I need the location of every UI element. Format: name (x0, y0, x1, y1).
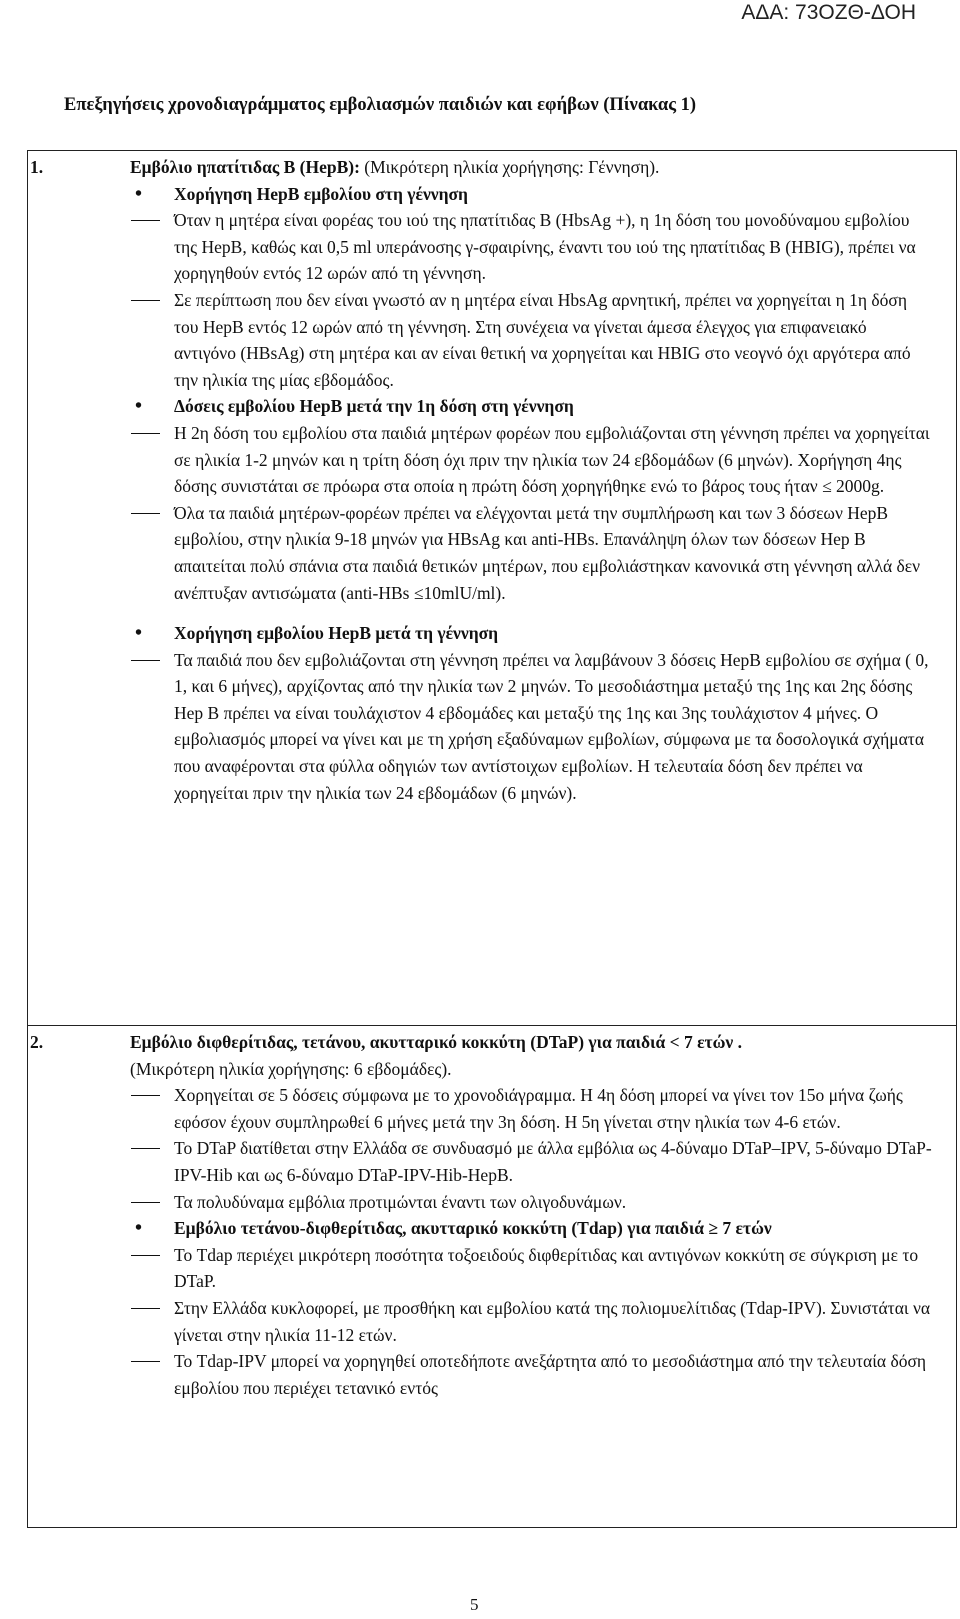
list-item: Τα παιδιά που δεν εμβολιάζονται στη γέννηση πρέπει να λαμβάνουν 3 δόσεις HepB εμβολίου σε σχήμα ( 0, 1, και 6 μήνες), αρχίζοντας από την ηλικία των 2 μηνών. Το μεσοδιάστημα μεταξύ της 1ης και 2ης δόσης Hep B πρέπει να είναι τουλάχιστον 4 εβδομάδες και μεταξύ της 1ης και 3ης τουλάχιστον 4 μήνες. Ο εμβολιασμός μπορεί να γίνει και με τη χρήση εξαδύναμων εμβολίων, σύμφωνα με τα δοσολογικά σχήματα που αναφέρονται στα φύλλα οδηγιών των αντίστοιχων εμβολίων. Η τελευταία δόση δεν πρέπει να χορηγείται πριν την ηλικία των 24 εβδομάδων (6 μηνών). (28, 647, 956, 807)
section-dtap (28, 1026, 957, 1528)
list-item: Στην Ελλάδα κυκλοφορεί, με προσθήκη και εμβολίου κατά της πολιομυελίτιδας (Tdap-IPV). Συνιστάται να γίνεται στην ηλικία 11-12 ετών. (28, 1295, 956, 1348)
bullet-heading: • Χορήγηση HepB εμβολίου στη γέννηση (28, 181, 956, 208)
list-item: Όλα τα παιδιά μητέρων-φορέων πρέπει να ελέγχονται μετά την συμπλήρωση και των 3 δόσεων HepB εμβολίου, στην ηλικία 9-18 μηνών για HBsAg και anti-HBs. Επανάληψη όλων των δόσεων Hep B απαιτείται πολύ σπάνια στα παιδιά θετικών μητέρων, που εμβολιάστηκαν κανονικά στη γέννηση αλλά δεν ανέπτυξαν αντισώματα (anti-HBs ≤10mlU/ml). (28, 500, 956, 606)
section-number: 2. (30, 1032, 44, 1052)
document-ada-code: ΑΔΑ: 73ΟΖΘ-ΔΟΗ (741, 1, 916, 24)
section-heading-note: (Μικρότερη ηλικία χορήγησης: 6 εβδομάδες). (130, 1058, 452, 1079)
page-number: 5 (470, 1595, 479, 1614)
section-heading (28, 154, 956, 181)
list-item: Το DTaP διατίθεται στην Ελλάδα σε συνδυασμό με άλλα εμβόλια ως 4-δύναμο DTaP–IPV, 5-δύναμο DTaP-IPV-Hib και ως 6-δύναμο DTaP-IPV-Hib-HepB. (28, 1135, 956, 1188)
list-item: Σε περίπτωση που δεν είναι γνωστό αν η μητέρα είναι HbsAg αρνητική, πρέπει να χορηγείται η 1η δόση του HepB εντός 12 ωρών από τη γέννηση. Στη συνέχεια να γίνεται άμεσα έλεγχος για επιφανειακό αντιγόνο (HBsAg) στη μητέρα και αν είναι θετική να χορηγείται και HBIG στο νεογνό όχι αργότερα από την ηλικία της μίας εβδομάδος. (28, 287, 956, 393)
page-title: Επεξηγήσεις χρονοδιαγράμματος εμβολιασμών παιδιών και εφήβων (Πίνακας 1) (64, 95, 697, 115)
bullet-heading: • Δόσεις εμβολίου HepB μετά την 1η δόση στη γέννηση (28, 393, 956, 420)
section-heading (28, 1029, 956, 1082)
table-row (28, 1026, 957, 1528)
list-item: Όταν η μητέρα είναι φορέας του ιού της ηπατίτιδας Β (HbsAg +), η 1η δόση του μονοδύναμου εμβολίου της HepB, καθώς και 0,5 ml υπεράνοσης γ-σφαιρίνης, έναντι του ιού της ηπατίτιδας Β (HBIG), πρέπει να χορηγηθούν εντός 12 ωρών από τη γέννηση. (28, 207, 956, 287)
section-heading-note: (Μικρότερη ηλικία χορήγησης: Γέννηση). (359, 157, 660, 177)
list-item: Χορηγείται σε 5 δόσεις σύμφωνα με το χρονοδιάγραμμα. Η 4η δόση μπορεί να γίνει τον 15ο μήνα ζωής εφόσον έχουν συμπληρωθεί 6 μήνες μετά την 3η δόση. Η 5η γίνεται στην ηλικία των 4-6 ετών. (28, 1082, 956, 1135)
list-item: Το Tdap-IPV μπορεί να χορηγηθεί οποτεδήποτε ανεξάρτητα από το μεσοδιάστημα από την τελευταία δόση εμβολίου που περιέχει τετανικό εντός (28, 1348, 956, 1401)
vaccine-notes-table (27, 150, 957, 1528)
list-item: Τα πολυδύναμα εμβόλια προτιμώνται έναντι των ολιγοδυνάμων. (28, 1189, 956, 1216)
bullet-heading: • Χορήγηση εμβολίου HepB μετά τη γέννηση (28, 620, 956, 647)
list-item: Το Tdap περιέχει μικρότερη ποσότητα τοξοειδούς διφθερίτιδας και αντιγόνων κοκκύτη σε σύγκριση με το DTaP. (28, 1242, 956, 1295)
bullet-heading: • Εμβόλιο τετάνου-διφθερίτιδας, ακυτταρικό κοκκύτη (Tdap) για παιδιά ≥ 7 ετών (28, 1215, 956, 1242)
section-number: 1. (30, 157, 44, 177)
section-heading-bold: Εμβόλιο διφθερίτιδας, τετάνου, ακυτταρικό κοκκύτη (DTaP) για παιδιά < 7 ετών . (130, 1032, 742, 1052)
table-row (28, 151, 957, 1026)
section-hepb (28, 151, 957, 1026)
section-heading-bold: Εμβόλιο ηπατίτιδας Β (ΗepB): (130, 157, 360, 177)
list-item: Η 2η δόση του εμβολίου στα παιδιά μητέρων φορέων που εμβολιάζονται στη γέννηση πρέπει να χορηγείται σε ηλικία 1-2 μηνών και η τρίτη δόση όχι πριν την ηλικία των 24 εβδομάδων (6 μηνών). Χορήγηση 4ης δόσης συνιστάται σε πρόωρα στα οποία η πρώτη δόση χορηγήθηκε ενώ το βάρος τους ήταν ≤ 2000g. (28, 420, 956, 500)
spacer (28, 606, 956, 620)
